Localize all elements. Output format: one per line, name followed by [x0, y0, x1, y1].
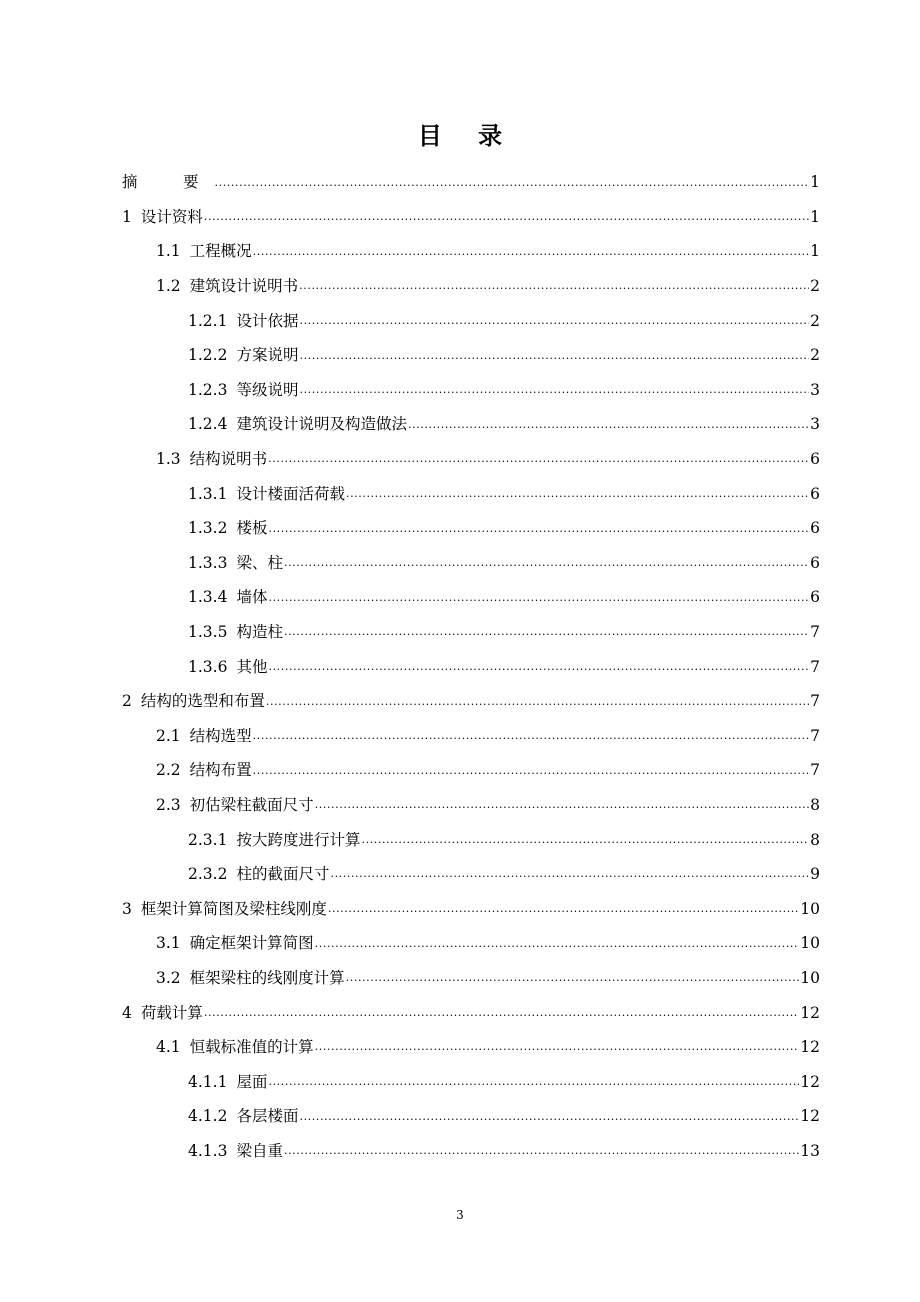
- toc-entry-page: 6: [810, 484, 820, 503]
- toc-entry-page: 7: [810, 692, 820, 711]
- toc-entry-page: 12: [800, 1038, 820, 1057]
- toc-entry-label: 柱的截面尺寸: [236, 865, 330, 884]
- toc-entry-label: 建筑设计说明及构造做法: [236, 415, 407, 434]
- toc-entry-number: 1.3.1: [188, 484, 228, 503]
- toc-dot-leader: [284, 622, 809, 649]
- toc-dot-leader: [266, 692, 809, 719]
- toc-entry[interactable]: [122, 200, 820, 235]
- toc-entry-number: 1.2.4: [188, 415, 228, 434]
- toc-entry[interactable]: [122, 649, 820, 684]
- toc-entry-label: 梁自重: [236, 1141, 283, 1160]
- toc-entry[interactable]: [122, 961, 820, 996]
- toc-entry-label: 楼板: [236, 519, 268, 538]
- toc-entry-page: 8: [810, 830, 820, 849]
- toc-entry-page: 2: [810, 277, 820, 296]
- toc-dot-leader: [268, 1072, 799, 1099]
- toc-dot-leader: [330, 864, 809, 891]
- toc-entry[interactable]: [122, 546, 820, 581]
- toc-entry-number: 2.3.1: [188, 830, 228, 849]
- toc-entry-label: 构造柱: [236, 623, 283, 642]
- toc-entry-page: 7: [810, 657, 820, 676]
- toc-dot-leader: [315, 1037, 800, 1064]
- toc-entry-number: 4.1: [156, 1038, 181, 1057]
- toc-dot-leader: [315, 934, 800, 961]
- toc-dot-leader: [268, 449, 809, 476]
- toc-entry-label: 初估梁柱截面尺寸: [189, 795, 314, 814]
- toc-dot-leader: [299, 380, 809, 407]
- toc-entry-label: 各层楼面: [236, 1107, 299, 1126]
- toc-entry[interactable]: [122, 303, 820, 338]
- toc-entry-number: 1.2: [156, 277, 181, 296]
- toc-entry-number: 2.3: [156, 795, 181, 814]
- toc-dot-leader: [346, 968, 800, 995]
- toc-entry[interactable]: [122, 338, 820, 373]
- toc-entry-number: 1.2.1: [188, 311, 228, 330]
- toc-entry-page: 1: [810, 242, 820, 261]
- toc-dot-leader: [215, 173, 810, 200]
- toc-entry[interactable]: [122, 407, 820, 442]
- toc-entry[interactable]: [122, 1064, 820, 1099]
- toc-dot-leader: [315, 795, 809, 822]
- toc-entry[interactable]: [122, 995, 820, 1030]
- toc-entry-number: 4.1.2: [188, 1107, 228, 1126]
- toc-entry-page: 2: [810, 311, 820, 330]
- toc-entry-label: 恒载标准值的计算: [189, 1038, 314, 1057]
- toc-dot-leader: [328, 899, 799, 926]
- toc-entry-page: 8: [810, 795, 820, 814]
- toc-entry-label: 结构布置: [189, 761, 252, 780]
- toc-entry-number: 3: [122, 899, 132, 918]
- toc-entry-label: 框架计算简图及梁柱线刚度: [140, 899, 327, 918]
- toc-entry-label: 框架梁柱的线刚度计算: [189, 968, 345, 987]
- toc-entry-number: 1.3.4: [188, 588, 228, 607]
- table-of-contents: [122, 165, 820, 1168]
- toc-entry[interactable]: [122, 580, 820, 615]
- toc-entry-number: 3.2: [156, 968, 181, 987]
- toc-entry[interactable]: [122, 234, 820, 269]
- toc-entry-label: 结构说明书: [189, 450, 268, 469]
- toc-entry[interactable]: [122, 442, 820, 477]
- toc-dot-leader: [299, 276, 809, 303]
- toc-entry[interactable]: [122, 476, 820, 511]
- toc-entry-number: 2.2: [156, 761, 181, 780]
- toc-entry-page: 12: [800, 1003, 820, 1022]
- toc-dot-leader: [268, 519, 809, 546]
- toc-entry[interactable]: [122, 891, 820, 926]
- toc-entry[interactable]: [122, 615, 820, 650]
- toc-dot-leader: [268, 657, 809, 684]
- toc-entry-label: 梁、柱: [236, 553, 283, 572]
- toc-entry-number: 1.2.2: [188, 346, 228, 365]
- toc-entry-page: 13: [800, 1141, 820, 1160]
- toc-entry-number: 1.3.2: [188, 519, 228, 538]
- toc-entry-number: 1.3.5: [188, 623, 228, 642]
- toc-dot-leader: [253, 726, 809, 753]
- toc-entry-page: 6: [810, 450, 820, 469]
- toc-entry[interactable]: [122, 788, 820, 823]
- toc-entry[interactable]: [122, 373, 820, 408]
- toc-entry-number: 1.3.6: [188, 657, 228, 676]
- toc-dot-leader: [408, 415, 809, 442]
- toc-dot-leader: [284, 1141, 799, 1168]
- toc-entry-label: 其他: [236, 657, 268, 676]
- toc-entry[interactable]: [122, 269, 820, 304]
- toc-entry-number: 2: [122, 692, 132, 711]
- toc-entry[interactable]: [122, 857, 820, 892]
- toc-entry-label: 结构选型: [189, 726, 252, 745]
- toc-entry-number: 4: [122, 1003, 132, 1022]
- toc-entry[interactable]: [122, 1134, 820, 1169]
- toc-entry-page: 10: [800, 968, 820, 987]
- toc-entry-number: 4.1.3: [188, 1141, 228, 1160]
- toc-entry-label: 设计楼面活荷载: [236, 484, 345, 503]
- toc-entry-page: 12: [800, 1072, 820, 1091]
- toc-dot-leader: [253, 242, 809, 269]
- toc-entry[interactable]: [122, 684, 820, 719]
- toc-entry-page: 12: [800, 1107, 820, 1126]
- toc-entry-page: 6: [810, 519, 820, 538]
- toc-entry[interactable]: [122, 1099, 820, 1134]
- toc-entry-number: 1: [122, 207, 132, 226]
- toc-entry-label: 设计依据: [236, 311, 299, 330]
- toc-entry-page: 6: [810, 553, 820, 572]
- toc-entry-page: 3: [810, 415, 820, 434]
- toc-entry-page: 7: [810, 761, 820, 780]
- toc-entry[interactable]: [122, 753, 820, 788]
- toc-entry-page: 7: [810, 623, 820, 642]
- toc-entry-page: 3: [810, 380, 820, 399]
- toc-entry-number: 1.3.3: [188, 553, 228, 572]
- toc-entry-label: 等级说明: [236, 380, 299, 399]
- toc-entry-page: 1: [810, 207, 820, 226]
- toc-entry[interactable]: [122, 511, 820, 546]
- toc-entry-number: 1.2.3: [188, 380, 228, 399]
- toc-entry-page: 10: [800, 934, 820, 953]
- toc-entry-page: 2: [810, 346, 820, 365]
- toc-entry-label: 墙体: [236, 588, 268, 607]
- toc-entry-page: 7: [810, 726, 820, 745]
- toc-entry-label: 屋面: [236, 1072, 268, 1091]
- toc-entry-page: 6: [810, 588, 820, 607]
- toc-dot-leader: [204, 1003, 799, 1030]
- toc-entry-label: 荷载计算: [140, 1003, 203, 1022]
- toc-dot-leader: [361, 830, 809, 857]
- toc-entry[interactable]: [122, 822, 820, 857]
- toc-entry-label: 按大跨度进行计算: [236, 830, 361, 849]
- page-title: 目 录: [417, 121, 517, 150]
- toc-entry-number: 1.1: [156, 242, 181, 261]
- toc-dot-leader: [299, 1107, 799, 1134]
- toc-entry-label: 方案说明: [236, 346, 299, 365]
- toc-entry-label: 建筑设计说明书: [189, 277, 299, 296]
- page-number: 3: [456, 1208, 464, 1222]
- toc-entry-label: 结构的选型和布置: [140, 692, 265, 711]
- toc-dot-leader: [268, 588, 809, 615]
- toc-entry-label: 确定框架计算简图: [189, 934, 314, 953]
- toc-dot-leader: [299, 346, 809, 373]
- toc-dot-leader: [299, 311, 809, 338]
- toc-entry[interactable]: [122, 926, 820, 961]
- toc-entry-number: 1.3: [156, 450, 181, 469]
- toc-entry[interactable]: [122, 165, 820, 200]
- toc-entry-page: 10: [800, 899, 820, 918]
- toc-dot-leader: [346, 484, 809, 511]
- toc-entry-number: 4.1.1: [188, 1072, 228, 1091]
- toc-entry-number: 3.1: [156, 934, 181, 953]
- toc-entry-label: 设计资料: [140, 207, 203, 226]
- toc-dot-leader: [204, 207, 809, 234]
- toc-entry-page: 1: [810, 173, 820, 192]
- toc-entry-number: 2.3.2: [188, 865, 228, 884]
- toc-entry-number: 2.1: [156, 726, 181, 745]
- toc-dot-leader: [284, 553, 809, 580]
- toc-entry-page: 9: [810, 865, 820, 884]
- toc-entry-label: 摘 要: [122, 173, 214, 192]
- toc-entry[interactable]: [122, 1030, 820, 1065]
- toc-entry-label: 工程概况: [189, 242, 252, 261]
- toc-dot-leader: [253, 761, 809, 788]
- toc-entry[interactable]: [122, 719, 820, 754]
